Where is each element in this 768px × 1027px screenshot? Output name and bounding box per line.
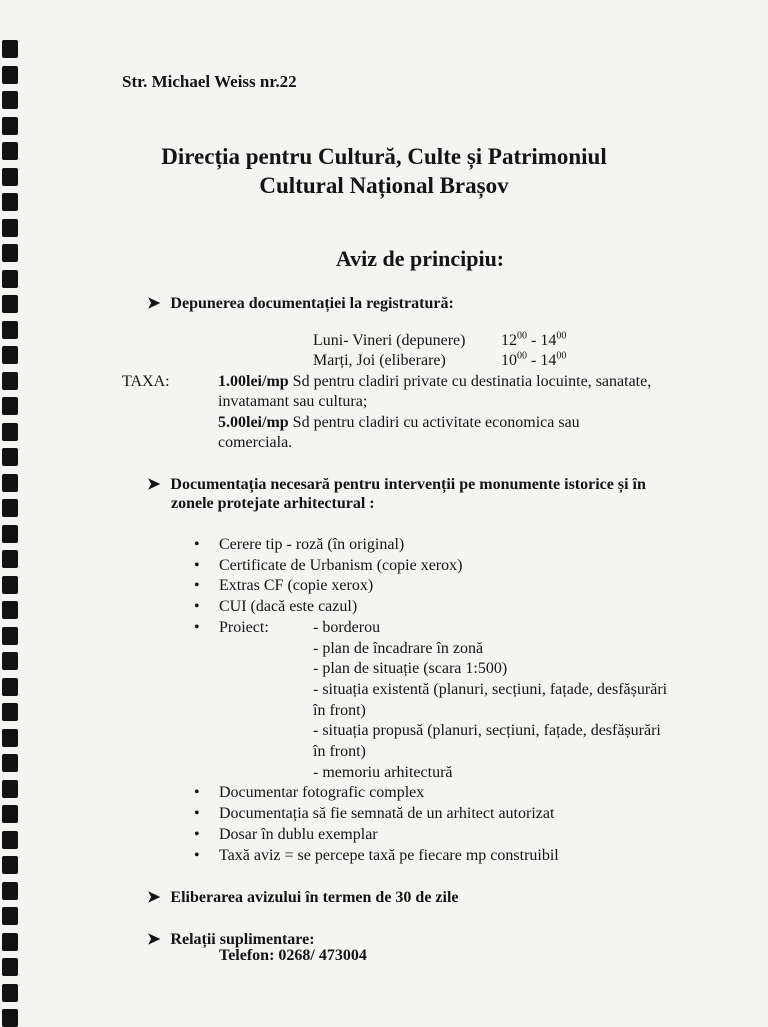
- taxa-text: Sd pentru cladiri private cu destinatia locuinte, sanatate,: [292, 373, 652, 390]
- title-line-2: Cultural Național Brașov: [259, 173, 509, 198]
- taxa-line-1: [218, 373, 651, 391]
- list-item: Documentar fotografic complex: [219, 784, 425, 801]
- bullet-icon: •: [194, 598, 200, 615]
- bullet-icon: •: [194, 784, 200, 801]
- section-documentatie-heading-cont: zonele protejate arhitectural :: [171, 495, 375, 512]
- proiect-sub-item: - memoriu arhitectură: [313, 764, 453, 781]
- section-eliberare-heading: [147, 887, 459, 907]
- schedule-end-minute: 00: [556, 330, 567, 342]
- section-heading-text: Relații suplimentare:: [170, 931, 315, 948]
- proiect-sub-item: în front): [313, 743, 366, 760]
- taxa-label: TAXA:: [122, 373, 170, 390]
- arrow-bullet-icon: ➤: [147, 889, 161, 906]
- schedule-end-hour: 14: [540, 352, 557, 369]
- section-heading-text: Eliberarea avizului în termen de 30 de zile: [170, 889, 459, 906]
- proiect-sub-item: în front): [313, 702, 366, 719]
- list-item: Taxă aviz = se percepe taxă pe fiecare mp construibil: [219, 847, 559, 864]
- taxa-amount: 5.00lei/mp: [218, 414, 289, 431]
- proiect-sub-item: - borderou: [313, 619, 381, 636]
- taxa-text: Sd pentru cladiri cu activitate economica sau: [292, 414, 580, 431]
- schedule-start-minute: 00: [517, 350, 527, 362]
- proiect-sub-item: - situația existentă (planuri, secțiuni, fațade, desfășurări: [313, 681, 668, 698]
- list-item: Dosar în dublu exemplar: [219, 826, 378, 843]
- bullet-icon: •: [194, 536, 200, 553]
- schedule-end-minute: 00: [556, 350, 567, 362]
- title-line-1: Direcția pentru Cultură, Culte și Patrimoniul: [161, 144, 607, 169]
- bullet-icon: •: [194, 577, 200, 594]
- schedule-label: Marți, Joi (eliberare): [313, 352, 446, 369]
- schedule-row-2: Marți, Joi (eliberare) $10^{00} - 14^{00}$: [313, 350, 567, 369]
- schedule-end-hour: 14: [540, 332, 557, 349]
- section-heading-text: Depunerea documentației la registratură:: [170, 295, 454, 312]
- bullet-icon: •: [194, 557, 200, 574]
- list-item: Certificate de Urbanism (copie xerox): [219, 557, 463, 574]
- taxa-line-3: [218, 414, 580, 432]
- bullet-icon: •: [194, 805, 200, 822]
- proiect-label: Proiect:: [219, 619, 269, 636]
- arrow-bullet-icon: ➤: [147, 295, 161, 312]
- list-item: Extras CF (copie xerox): [219, 577, 374, 594]
- telefon-line: Telefon: 0268/ 473004: [219, 947, 367, 964]
- section-depunere-heading: [147, 293, 454, 313]
- taxa-line-2: invatamant sau cultura;: [218, 393, 368, 410]
- section-heading-text: Documentația necesară pentru intervenții pe monumente istorice și în: [170, 476, 646, 493]
- schedule-row-1: Luni- Vineri (depunere) $12^{00} - 14^{00}$: [313, 330, 567, 349]
- section-documentatie-heading: [147, 474, 646, 494]
- list-item: Cerere tip - roză (în original): [219, 536, 405, 553]
- schedule-start-minute: 00: [517, 330, 527, 342]
- proiect-sub-item: - plan de încadrare în zonă: [313, 640, 484, 657]
- schedule-label: Luni- Vineri (depunere): [313, 332, 466, 349]
- taxa-line-4: comerciala.: [218, 434, 293, 451]
- arrow-bullet-icon: ➤: [147, 476, 161, 493]
- bullet-icon: •: [194, 847, 200, 864]
- schedule-start-hour: 10: [501, 352, 517, 369]
- section-relatii-heading: [147, 929, 315, 949]
- bullet-icon: •: [194, 826, 200, 843]
- list-item: Documentația să fie semnată de un arhitect autorizat: [219, 805, 555, 822]
- schedule-start-hour: 12: [501, 332, 517, 349]
- address-line: Str. Michael Weiss nr.22: [122, 72, 297, 91]
- taxa-amount: 1.00lei/mp: [218, 373, 289, 390]
- proiect-sub-item: - situația propusă (planuri, secțiuni, fațade, desfășurări: [313, 722, 661, 739]
- subtitle: Aviz de principiu:: [335, 246, 505, 271]
- bullet-icon: •: [194, 619, 200, 636]
- list-item: CUI (dacă este cazul): [219, 598, 358, 615]
- proiect-sub-item: - plan de situație (scara 1:500): [313, 660, 508, 677]
- arrow-bullet-icon: ➤: [147, 931, 161, 948]
